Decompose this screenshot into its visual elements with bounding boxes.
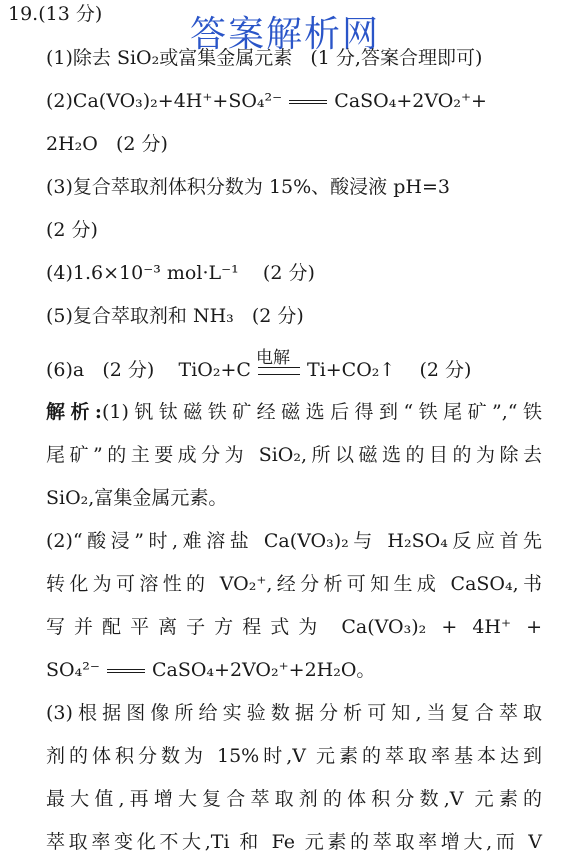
question-header: 19.(13 分): [8, 3, 103, 25]
answer-6-rhs: Ti+CO₂↑: [307, 359, 396, 381]
analysis-p2-line2: 转化为可溶性的 VO₂⁺,经分析可知生成 CaSO₄,书: [46, 573, 542, 595]
analysis-p3-line4: 萃取率变化不大,Ti 和 Fe 元素的萃取率增大,而 V: [46, 831, 542, 853]
answer-3: (3)复合萃取剂体积分数为 15%、酸浸液 pH=3: [46, 176, 450, 198]
analysis-p3-line1: (3)根据图像所给实验数据分析可知,当复合萃取: [46, 702, 542, 724]
answer-6-choice: (6)a: [46, 359, 85, 381]
answer-4-text: (4)1.6×10⁻³ mol·L⁻¹: [46, 262, 239, 284]
analysis-p2-line3: 写并配平离子方程式为 Ca(VO₃)₂ + 4H⁺ +: [46, 616, 542, 638]
analysis-p1-line3: SiO₂,富集金属元素。: [46, 487, 228, 509]
answer-2-continued: [46, 130, 168, 158]
analysis-p2-line1: (2)“酸浸”时,难溶盐 Ca(VO₃)₂与 H₂SO₄反应首先: [46, 530, 542, 552]
answer-3-score: (2 分): [46, 219, 98, 241]
analysis-p1-line1: [46, 398, 542, 426]
equation-double-line: [107, 669, 145, 673]
equation-double-line: [289, 100, 327, 104]
analysis-eq-lhs: SO₄²⁻: [46, 659, 100, 681]
watermark: 答案解析网: [190, 14, 381, 55]
analysis-p1-line2: 尾矿”的主要成分为 SiO₂,所以磁选的目的为除去: [46, 444, 542, 466]
answer-2-lhs: (2)Ca(VO₃)₂+4H⁺+SO₄²⁻: [46, 90, 283, 112]
answer-6-score-a: (2 分): [102, 359, 155, 381]
analysis-p3-line3: 最大值,再增大复合萃取剂的体积分数,V 元素的: [46, 788, 542, 810]
answer-2-score: (2 分): [115, 133, 168, 155]
answer-5: [46, 302, 304, 330]
answer-2-water: 2H₂O: [46, 133, 98, 155]
answer-6-score-b: (2 分): [419, 359, 472, 381]
answer-5-score: (2 分): [251, 305, 304, 327]
electrolysis-arrow: [255, 348, 300, 375]
analysis-p3-line2: 剂的体积分数为 15%时,V 元素的萃取率基本达到: [46, 745, 542, 767]
answer-4: [46, 259, 315, 287]
answer-2: [46, 87, 487, 115]
analysis-eq-rhs: CaSO₄+2VO₂⁺+2H₂O。: [151, 659, 376, 681]
analysis-p2-line4: [46, 656, 375, 684]
answer-1: [46, 44, 482, 72]
answer-2-rhs: CaSO₄+2VO₂⁺+: [334, 90, 487, 112]
analysis-label: 解析:: [46, 401, 102, 423]
answer-6: [46, 348, 472, 384]
answer-4-score: (2 分): [262, 262, 315, 284]
answer-1-text: (1)除去 SiO₂或富集金属元素: [46, 47, 293, 69]
answer-1-score: (1 分,答案合理即可): [310, 47, 483, 69]
condition-label: 电解: [255, 348, 290, 368]
analysis-p1-text-1: (1)钒钛磁铁矿经磁选后得到“铁尾矿”,“铁: [101, 401, 542, 423]
answer-6-lhs: TiO₂+C: [178, 359, 251, 381]
answer-5-text: (5)复合萃取剂和 NH₃: [46, 305, 234, 327]
